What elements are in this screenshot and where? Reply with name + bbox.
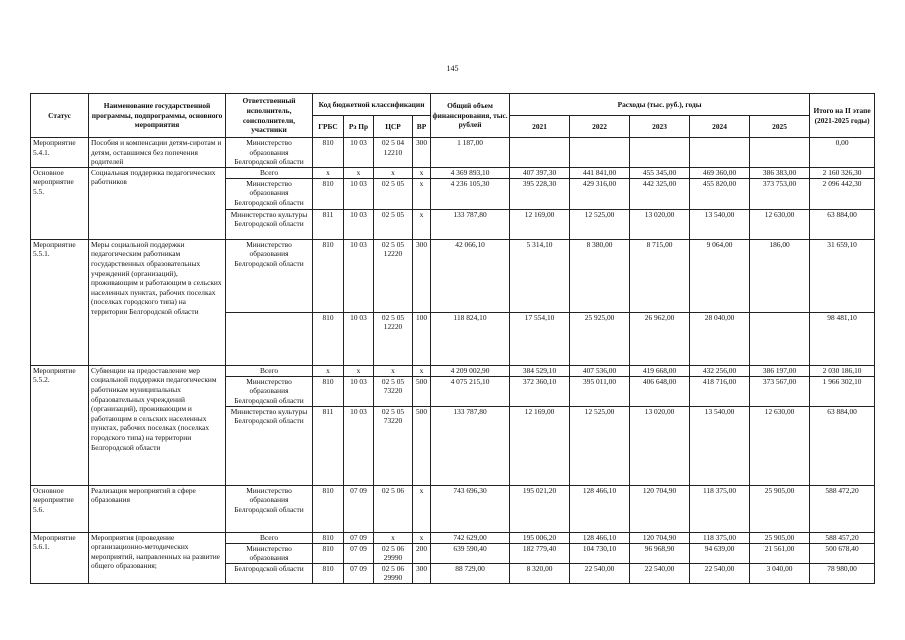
year-2021-cell: 395 228,30	[510, 178, 570, 209]
year-2024-cell: 118 375,00	[690, 485, 750, 532]
header-grbs: ГРБС	[313, 116, 344, 138]
year-2025-cell: 12 630,00	[750, 209, 810, 239]
year-2025-cell: 373 753,00	[750, 178, 810, 209]
csr-cell: 02 5 06 29990	[374, 543, 413, 563]
csr-cell: x	[374, 532, 413, 543]
grbs-cell: 810	[313, 532, 344, 543]
year-2023-cell: 455 345,00	[630, 167, 690, 178]
year-2024-cell: 455 820,00	[690, 178, 750, 209]
status-cell: Основное мероприятие 5.6.	[31, 485, 89, 532]
total-cell: 88 729,00	[431, 563, 510, 583]
total-cell: 118 824,10	[431, 312, 510, 365]
year-2023-cell: 26 962,00	[630, 312, 690, 365]
name-cell: Реализация мероприятий в сфере образования	[89, 485, 226, 532]
stage-total-cell: 2 160 326,30	[810, 167, 875, 178]
total-cell: 4 236 105,30	[431, 178, 510, 209]
total-cell: 742 629,00	[431, 532, 510, 543]
year-2025-cell: 373 567,00	[750, 376, 810, 406]
stage-total-cell: 63 884,00	[810, 406, 875, 485]
year-2023-cell: 96 968,90	[630, 543, 690, 563]
year-2025-cell: 3 040,00	[750, 563, 810, 583]
total-cell: 743 696,30	[431, 485, 510, 532]
year-2023-cell: 22 540,00	[630, 563, 690, 583]
executor-cell: Министерство образования Белгородской области	[226, 178, 313, 209]
year-2024-cell: 432 256,00	[690, 365, 750, 376]
year-2021-cell: 182 779,40	[510, 543, 570, 563]
year-2023-cell: 13 020,00	[630, 209, 690, 239]
stage-total-cell: 78 980,00	[810, 563, 875, 583]
grbs-cell: x	[313, 365, 344, 376]
vr-cell: x	[413, 167, 431, 178]
status-cell: Мероприятие 5.5.2.	[31, 365, 89, 485]
year-2022-cell: 128 466,10	[570, 532, 630, 543]
year-2021-cell	[510, 138, 570, 168]
rzpr-cell: 10 03	[344, 312, 374, 365]
year-2021-cell: 195 021,20	[510, 485, 570, 532]
vr-cell: x	[413, 365, 431, 376]
total-cell: 133 787,80	[431, 209, 510, 239]
header-expenses: Расходы (тыс. руб.), годы	[510, 94, 810, 116]
rzpr-cell: x	[344, 365, 374, 376]
year-2022-cell: 104 730,10	[570, 543, 630, 563]
year-2023-cell: 442 325,00	[630, 178, 690, 209]
year-2025-cell: 25 905,00	[750, 485, 810, 532]
csr-cell: 02 5 05	[374, 178, 413, 209]
year-2021-cell: 12 169,00	[510, 209, 570, 239]
stage-total-cell: 63 884,00	[810, 209, 875, 239]
csr-cell: x	[374, 365, 413, 376]
year-2021-cell: 8 320,00	[510, 563, 570, 583]
header-stage-total: Итого на II этапе (2021-2025 годы)	[810, 94, 875, 138]
year-2021-cell: 17 554,10	[510, 312, 570, 365]
year-2024-cell: 94 639,00	[690, 543, 750, 563]
executor-cell: Белгородской области	[226, 563, 313, 583]
status-cell: Мероприятие 5.5.1.	[31, 239, 89, 365]
year-2025-cell	[750, 138, 810, 168]
csr-cell: x	[374, 167, 413, 178]
executor-cell: Министерство образования	[226, 543, 313, 563]
header-year-2024: 2024	[690, 116, 750, 138]
executor-cell: Министерство образования Белгородской области	[226, 138, 313, 168]
year-2021-cell: 372 360,10	[510, 376, 570, 406]
rzpr-cell: 07 09	[344, 543, 374, 563]
stage-total-cell: 31 659,10	[810, 239, 875, 312]
vr-cell: 500	[413, 376, 431, 406]
year-2022-cell: 407 536,00	[570, 365, 630, 376]
header-executor: Ответственный исполнитель, соисполнители, участники	[226, 94, 313, 138]
header-rzpr: Рз Пр	[344, 116, 374, 138]
year-2021-cell: 5 314,10	[510, 239, 570, 312]
executor-cell: Министерство образования Белгородской области	[226, 239, 313, 312]
year-2024-cell: 418 716,00	[690, 376, 750, 406]
executor-cell: Всего	[226, 167, 313, 178]
year-2024-cell: 118 375,00	[690, 532, 750, 543]
header-total: Общий объем финансирования, тыс. рублей	[431, 94, 510, 138]
executor-cell: Министерство культуры Белгородской области	[226, 209, 313, 239]
grbs-cell: 810	[313, 312, 344, 365]
vr-cell: x	[413, 485, 431, 532]
year-2024-cell: 28 040,00	[690, 312, 750, 365]
stage-total-cell: 2 030 186,10	[810, 365, 875, 376]
year-2021-cell: 195 006,20	[510, 532, 570, 543]
year-2024-cell: 13 540,00	[690, 209, 750, 239]
year-2022-cell	[570, 138, 630, 168]
stage-total-cell: 588 457,20	[810, 532, 875, 543]
table-row	[31, 138, 875, 168]
grbs-cell: 810	[313, 563, 344, 583]
stage-total-cell: 98 481,10	[810, 312, 875, 365]
year-2022-cell: 8 380,00	[570, 239, 630, 312]
grbs-cell: x	[313, 167, 344, 178]
header-year-2022: 2022	[570, 116, 630, 138]
rzpr-cell: 10 03	[344, 239, 374, 312]
executor-cell: Министерство культуры Белгородской области	[226, 406, 313, 485]
year-2023-cell: 8 715,00	[630, 239, 690, 312]
year-2024-cell: 469 360,00	[690, 167, 750, 178]
grbs-cell: 810	[313, 138, 344, 168]
header-vr: ВР	[413, 116, 431, 138]
total-cell: 639 590,40	[431, 543, 510, 563]
year-2022-cell: 441 841,00	[570, 167, 630, 178]
vr-cell: x	[413, 209, 431, 239]
rzpr-cell: 07 09	[344, 532, 374, 543]
header-csr: ЦСР	[374, 116, 413, 138]
total-cell: 42 066,10	[431, 239, 510, 312]
year-2021-cell: 12 169,00	[510, 406, 570, 485]
year-2025-cell: 386 197,00	[750, 365, 810, 376]
name-cell: Социальная поддержка педагогических работников	[89, 167, 226, 239]
rzpr-cell: 10 03	[344, 209, 374, 239]
grbs-cell: 811	[313, 209, 344, 239]
year-2022-cell: 25 925,00	[570, 312, 630, 365]
name-cell: Субвенции на предоставление мер социальной поддержки педагогическим работникам муниципальных образовательных учреждений (организаций), проживающим и работающим в сельских населенных пунктах, рабочих поселках (поселках городского типа) на территории Белгородской области	[89, 365, 226, 485]
total-cell: 4 075 215,10	[431, 376, 510, 406]
rzpr-cell: 10 03	[344, 406, 374, 485]
rzpr-cell: 10 03	[344, 138, 374, 168]
year-2023-cell: 419 668,00	[630, 365, 690, 376]
vr-cell: 100	[413, 312, 431, 365]
status-cell: Мероприятие 5.6.1.	[31, 532, 89, 583]
table-row	[31, 167, 875, 178]
total-cell: 4 209 002,90	[431, 365, 510, 376]
year-2024-cell: 13 540,00	[690, 406, 750, 485]
stage-total-cell: 2 096 442,30	[810, 178, 875, 209]
year-2023-cell: 120 704,90	[630, 485, 690, 532]
executor-cell	[226, 312, 313, 365]
page-number: 145	[446, 64, 459, 73]
vr-cell: 200	[413, 543, 431, 563]
total-cell: 1 187,00	[431, 138, 510, 168]
year-2025-cell: 186,00	[750, 239, 810, 312]
table-row	[31, 239, 875, 312]
header-year-2021: 2021	[510, 116, 570, 138]
csr-cell: 02 5 06 29990	[374, 563, 413, 583]
rzpr-cell: 10 03	[344, 178, 374, 209]
year-2024-cell	[690, 138, 750, 168]
year-2023-cell: 406 648,00	[630, 376, 690, 406]
grbs-cell: 810	[313, 543, 344, 563]
year-2021-cell: 407 397,30	[510, 167, 570, 178]
stage-total-cell: 0,00	[810, 138, 875, 168]
vr-cell: 500	[413, 406, 431, 485]
name-cell: Меры социальной поддержки педагогическим работникам государственных образовательных учреждений (организаций), проживающим и работающим в сельских населенных пунктах, рабочих поселках (поселках городского типа) на территории Белгородской области	[89, 239, 226, 365]
total-cell: 133 787,80	[431, 406, 510, 485]
table-row	[31, 365, 875, 376]
year-2022-cell: 12 525,00	[570, 209, 630, 239]
year-2024-cell: 22 540,00	[690, 563, 750, 583]
year-2022-cell: 12 525,00	[570, 406, 630, 485]
executor-cell: Министерство образования Белгородской области	[226, 485, 313, 532]
csr-cell: 02 5 06	[374, 485, 413, 532]
year-2021-cell: 384 529,10	[510, 365, 570, 376]
year-2025-cell: 12 630,00	[750, 406, 810, 485]
name-cell: Пособия и компенсации детям-сиротам и детям, оставшимся без попечения родителей	[89, 138, 226, 168]
vr-cell: 300	[413, 138, 431, 168]
year-2025-cell	[750, 312, 810, 365]
header-year-2025: 2025	[750, 116, 810, 138]
grbs-cell: 810	[313, 376, 344, 406]
rzpr-cell: x	[344, 167, 374, 178]
year-2023-cell: 13 020,00	[630, 406, 690, 485]
csr-cell: 02 5 05 12220	[374, 312, 413, 365]
grbs-cell: 810	[313, 239, 344, 312]
csr-cell: 02 5 05 73220	[374, 376, 413, 406]
csr-cell: 02 5 05	[374, 209, 413, 239]
vr-cell: x	[413, 532, 431, 543]
csr-cell: 02 5 04 12210	[374, 138, 413, 168]
header-status: Статус	[31, 94, 89, 138]
year-2022-cell: 429 316,00	[570, 178, 630, 209]
budget-table	[30, 93, 875, 584]
year-2023-cell: 120 704,90	[630, 532, 690, 543]
year-2022-cell: 22 540,00	[570, 563, 630, 583]
grbs-cell: 811	[313, 406, 344, 485]
year-2025-cell: 25 905,00	[750, 532, 810, 543]
csr-cell: 02 5 05 73220	[374, 406, 413, 485]
year-2023-cell	[630, 138, 690, 168]
header-budget-code: Код бюджетной классификации	[313, 94, 431, 116]
status-cell: Основное мероприятие 5.5.	[31, 167, 89, 239]
year-2025-cell: 386 383,00	[750, 167, 810, 178]
grbs-cell: 810	[313, 485, 344, 532]
rzpr-cell: 07 09	[344, 563, 374, 583]
executor-cell: Всего	[226, 532, 313, 543]
csr-cell: 02 5 05 12220	[374, 239, 413, 312]
header-name: Наименование государственной программы, подпрограммы, основного мероприятия	[89, 94, 226, 138]
stage-total-cell: 588 472,20	[810, 485, 875, 532]
year-2025-cell: 21 561,00	[750, 543, 810, 563]
rzpr-cell: 07 09	[344, 485, 374, 532]
total-cell: 4 369 893,10	[431, 167, 510, 178]
vr-cell: 300	[413, 239, 431, 312]
stage-total-cell: 1 966 302,10	[810, 376, 875, 406]
header-year-2023: 2023	[630, 116, 690, 138]
table-row	[31, 485, 875, 532]
year-2022-cell: 128 466,10	[570, 485, 630, 532]
table-row	[31, 532, 875, 543]
name-cell: Мероприятия (проведение организационно-методических мероприятий, направленных на развитие общего образования;	[89, 532, 226, 583]
status-cell: Мероприятие 5.4.1.	[31, 138, 89, 168]
executor-cell: Министерство образования Белгородской области	[226, 376, 313, 406]
rzpr-cell: 10 03	[344, 376, 374, 406]
grbs-cell: 810	[313, 178, 344, 209]
year-2024-cell: 9 064,00	[690, 239, 750, 312]
stage-total-cell: 500 678,40	[810, 543, 875, 563]
vr-cell: x	[413, 178, 431, 209]
year-2022-cell: 395 011,00	[570, 376, 630, 406]
vr-cell: 300	[413, 563, 431, 583]
executor-cell: Всего	[226, 365, 313, 376]
